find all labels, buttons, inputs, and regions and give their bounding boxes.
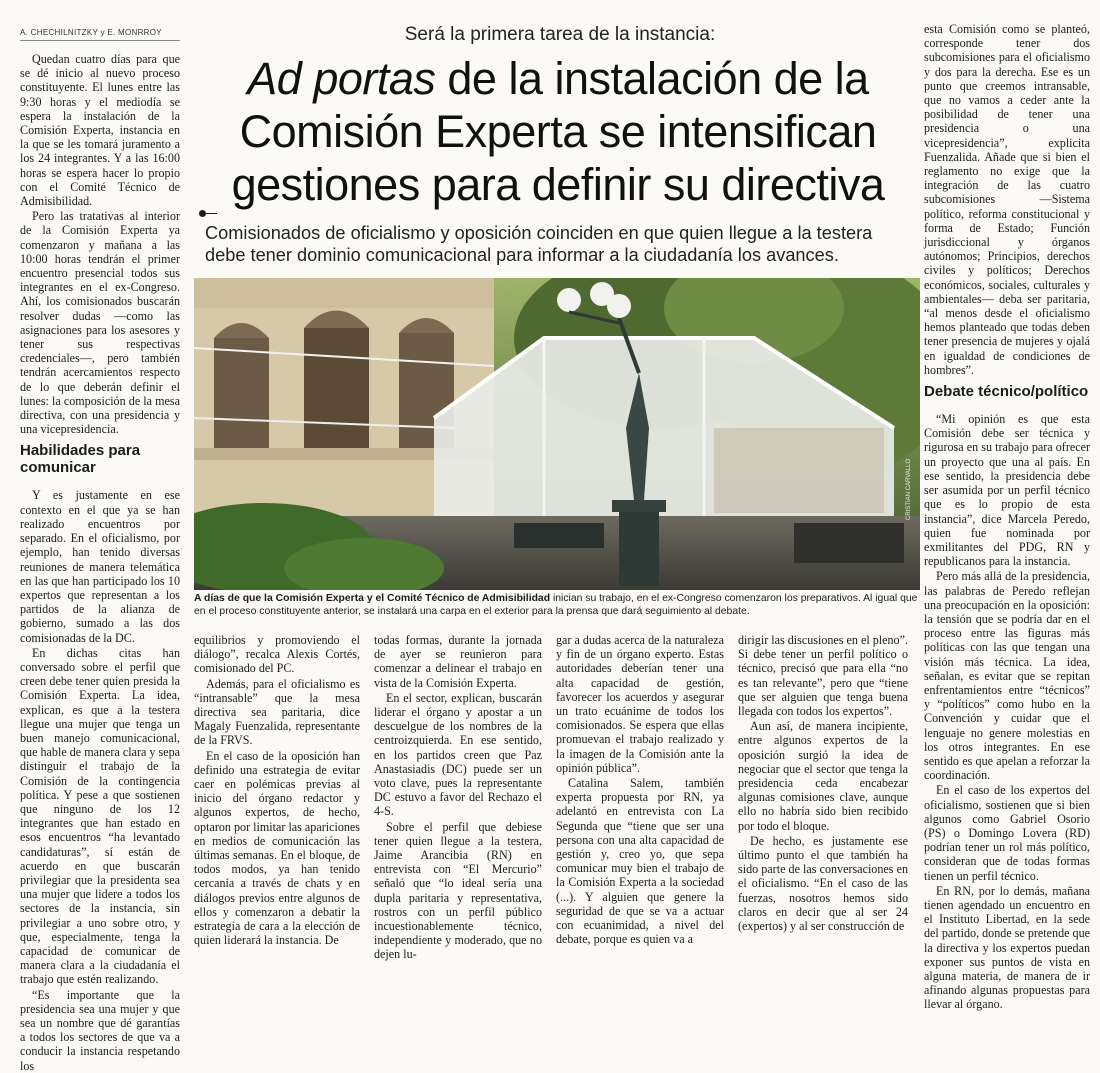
paragraph: En el sector, explican, buscarán liderar el órgano y apostar a un descuelgue de los nombres de la centroizquierda. En ese sentido, en los partidos creen que Paz Anastasiadis (DC) puede ser un voto clave, pues la representante DC estuvo a favor del Rechazo el 4-S. xyxy=(374,690,542,819)
article-column-1 xyxy=(20,52,180,1073)
article-column-5 xyxy=(738,633,908,933)
kicker: Será la primera tarea de la instancia: xyxy=(404,24,716,45)
headline-line-3: gestiones para definir su directiva xyxy=(231,159,885,210)
paragraph: Pero más allá de la presidencia, las palabras de Peredo reflejan una preocupación en la oposición: la tensión que se podría dar en el proceso entre las figuras más políticas con las que tengan una visión más técnica. La idea, señalan, es evitar que se repitan enfrentamientos entre “técnicos” y “políticos” como hubo en la Convención y cuidar que el lenguaje no genere molestias en los otros integrantes. En ese sentido es que apelan a reforzar la coordinación. xyxy=(924,569,1090,783)
paragraph: todas formas, durante la jornada de ayer se reunieron para comenzar a delinear el trabajo en vista de la Comisión Experta. xyxy=(374,633,542,690)
headline-line-1 xyxy=(196,52,920,105)
paragraph: Y es justamente en ese contexto en el que ya se han realizado encuentros por separado. En el oficialismo, por ejemplo, han tenido diversas reuniones de manera telemática en las que han participado los 10 expertos que representan a los partidos de la alianza de gobierno, sumado a las dos comisionadas de la DC. xyxy=(20,488,180,645)
article-column-4 xyxy=(556,633,724,946)
subhead-debate: Debate técnico/político xyxy=(924,383,1089,401)
paragraph: Sobre el perfil que debiese tener quien llegue a la testera, Jaime Arancibia (RN) en entrevista con “El Mercurio” señaló que “lo ideal sería una dupla paritaria y representativa, rostros con un perfil público incuestionablemente técnico, independiente y moderado, que no dejen lu- xyxy=(374,819,542,962)
paragraph: Catalina Salem, también experta propuesta por RN, ya adelantó en entrevista con La Segunda que “tiene que ser una persona con una alta capacidad de gestión y, creo yo, que sepa comunicar muy bien el trabajo de la Comisión Experta a la sociedad (...). Y alguien que genere la seguridad de que se va a actuar con ecuanimidad, a nivel del debate, porque es quien va a xyxy=(556,776,724,947)
paragraph: De hecho, es justamente ese último punto el que también ha sido parte de las conversaciones en el oficialismo. “En el caso de las fuerzas, nosotros hemos sido claros en decir que al ser 24 (expertos) y al ser construcción de xyxy=(738,833,908,934)
byline-divider xyxy=(20,40,180,41)
paragraph: equilibrios y promoviendo el diálogo”, recalca Alexis Cortés, comisionado del PC. xyxy=(194,633,360,676)
paragraph: En RN, por lo demás, mañana tienen agendado un encuentro en el Instituto Libertad, en la sede del partido, donde se pretende que la directiva y los expertos puedan exponer sus puntos de vista en alguna materia, de manera de ir afinando algunas propuestas para llevar al órgano. xyxy=(924,883,1090,1012)
paragraph: “Es importante que la presidencia sea una mujer y que sea un nombre que dé garantías a todos los sectores de que va a conducir la instancia respetando los xyxy=(20,987,180,1073)
headline-line-2: Comisión Experta se intensifican xyxy=(239,106,877,157)
paragraph: dirigir las discusiones en el pleno”. Si debe tener un perfil político o técnico, precisó que para ella “no es tan relevante”, pero que “tiene que ser alguien que tenga buena llegada con todos los expertos”. xyxy=(738,633,908,719)
caption-lead: A días de que la Comisión Experta y el Comité Técnico de Admisibilidad xyxy=(194,593,551,604)
paragraph: gar a dudas acerca de la naturaleza y fin de un órgano experto. Estas autoridades deberían tener una alta capacidad de gestión, favorecer los acuerdos y asegurar un trato ecuánime de todos los comisionados. Se espera que ellas promuevan el trabajo realizado y la imagen de la Comisión ante la opinión pública”. xyxy=(556,633,724,775)
deck: Comisionados de oficialismo y oposición coinciden en que quien llegue a la testera debe tener dominio comunicacional para informar a la ciudadanía los avances. xyxy=(205,223,873,265)
article-column-3 xyxy=(374,633,542,962)
article-column-6 xyxy=(924,22,1090,1012)
news-photo xyxy=(194,278,920,590)
paragraph: Quedan cuatro días para que se dé inicio al nuevo proceso constituyente. El lunes entre las 9:30 horas y el mediodía se espera la instalación de la Comisión Experta, instancia en la que se les tomará juramento a los 24 integrantes. Y a las 16:00 horas se espera hacer lo propio con el Comité Técnico de Admisibilidad. xyxy=(20,52,180,209)
headline-line-1-rest: de la instalación de la xyxy=(435,53,869,104)
paragraph: Además, para el oficialismo es “intransable” que la mesa directiva sea paritaria, dice Magaly Fuenzalida, representante de la FRVS. xyxy=(194,676,360,748)
deck-bullet xyxy=(199,210,206,217)
paragraph: “Mi opinión es que esta Comisión debe ser técnica y rigurosa en su trabajo para ofrecer un proyecto que una al país. En ese sentido, la presidencia debe ser asumida por un perfil técnico que es lo propio de esta instancia”, dice Marcela Peredo, quien fue nominada por exmilitantes del PDG, RN y republicanos para la instancia. xyxy=(924,412,1090,569)
byline: A. CHECHILNITZKY y E. MONRROY xyxy=(20,28,162,37)
paragraph: esta Comisión como se planteó, corresponde tener dos subcomisiones para el oficialismo y dos para la derecha. Ese es un punto que creemos intransable, que no vamos a ceder ante la posibilidad de tener una presidencia o una vicepresidencia”, explicita Fuenzalida. Añade que si bien el reglamento no exige que la integración de las cuatro subcomisiones —Sistema político, reforma constitucional y forma de Estado; Función jurisdiccional y órganos autónomos; Principios, derechos civiles y políticos; Derechos económicos, sociales, culturales y ambientales— deba ser paritaria, “al menos desde el oficialismo hemos planteado que todas deben tener presencia de mujeres y ojalá en igualdad de condiciones de hombres”. xyxy=(924,22,1090,377)
paragraph: En el caso de los expertos del oficialismo, sostienen que si bien algunos como Gabriel Osorio (PS) o Domingo Lovera (RD) podrían tener un rol más político, consideran que de todas formas tienen un perfil técnico. xyxy=(924,783,1090,883)
paragraph: En dichas citas han conversado sobre el perfil que creen debe tener quien presida la Comisión Experta. La idea, explican, es que a la testera llegue una mujer que tenga un buen manejo comunicacional, que hable de manera clara y sepa distinguir el trabajo de la Comisión de la contingencia política. Y pese a que sostienen que ninguno de los 12 integrantes que han estado en esos encuentros “ha levantado candidaturas”, sí están de acuerdo en que buscarán privilegiar que la presidenta sea una mujer que lidere a todos los sectores de la instancia, sin privilegiar a uno sobre otro, y que, especialmente, tenga la capacidad de comunicar de manera clara a la ciudadanía el trabajo que estén realizando. xyxy=(20,645,180,987)
paragraph: Aun así, de manera incipiente, entre algunos expertos de la oposición surgió la idea de negociar que el sector que tenga la presidencia ceda encabezar algunas comisiones clave, aunque ello no habría sido bien recibido por todo el bloque. xyxy=(738,719,908,833)
headline xyxy=(196,52,920,211)
article-column-2 xyxy=(194,633,360,947)
subhead-habilidades: Habilidades para comunicar xyxy=(20,442,141,477)
paragraph: Pero las tratativas al interior de la Comisión Experta ya comenzaron y mañana a las 10:00 horas tendrán el primer encuentro presencial todos sus integrantes en el ex-Congreso. Ahí, los comisionados buscarán resolver dudas —como las asignaciones para los asesores y tener sus respectivas credenciales—, pero también tendrán acercamientos respecto de lo que deberán definir el lunes: la composición de la mesa directiva, con una presidencia y una vicepresidencia. xyxy=(20,209,180,437)
photo-caption xyxy=(194,593,920,618)
paragraph: En el caso de la oposición han definido una estrategia de evitar caer en polémicas previas al inicio del órgano redactor y algunos expertos, de hecho, optaron por limitar las apariciones en medios de comunicación las últimas semanas. En el bloque, de todos modos, ya han tenido cercanía a través de chats y en diálogos previos entre algunos de ellos y comenzaron a debatir la estrategia de cara a la elección de quien liderará la instancia. De xyxy=(194,748,360,948)
photo-illustration xyxy=(194,278,920,590)
caption-text: inician su trabajo, en el ex-Congreso comenzaron los preparativos. Al igual que en el proceso constituyente anterior, se instalará una carpa en el exterior para la prensa que dará seguimiento al debate. xyxy=(194,593,918,617)
photo-credit: CRISTIAN CARVALLO xyxy=(906,458,912,520)
headline-italic: Ad portas xyxy=(247,53,436,104)
